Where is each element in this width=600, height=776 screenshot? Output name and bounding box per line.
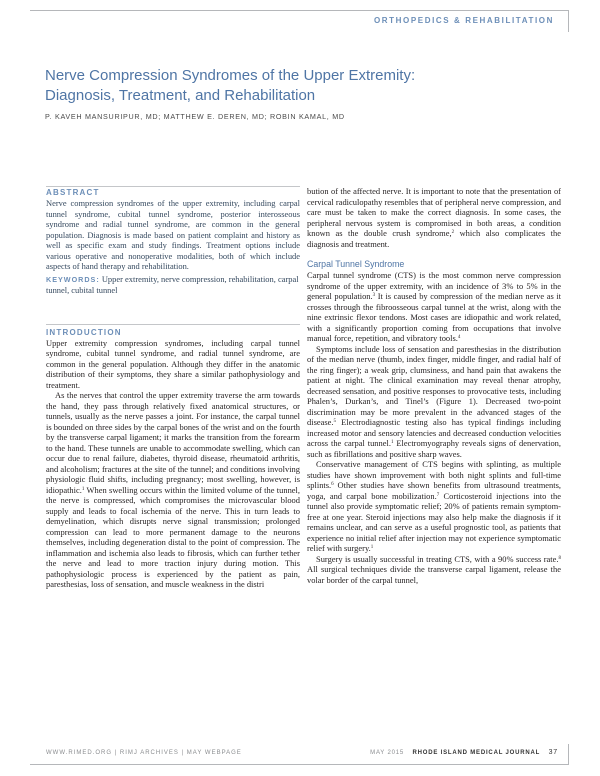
abstract-heading: ABSTRACT: [46, 188, 100, 197]
header-rule: [30, 10, 569, 32]
intro-p2-text-a: As the nerves that control the upper extremity traverse the arm towards the hand, they pass through relatively fixed anatomical structures, or tunnels, usually as the nerve passes a joint. For instance, the carpal tunnel is bounded on three sides by the carpal bones of the wrist and on the fourth by the transverse carpal ligament; it marks the transition from the forearm to the hand. These tunnels are unable to accommodate swelling, which can occur due to renal failure, diabetes, thyroid disease, rheumatoid arthritis, and alcoholism; fractures at the site of the tunnel; and conditions involving physiologic fluid shifts, including pregnancy; most swelling, however, is idiopathic.: [46, 390, 300, 495]
page-number: 37: [548, 749, 558, 756]
intro-p2-text-b: When swelling occurs within the limited volume of the tunnel, the nerve is compressed, which compromises the microvascular blood supply and leads to focal ischemia of the nerve. This in turn leads to demyelination, which disrupts nerve signal transmission; prolonged compression can lead to more permanent damage to the neurons themselves, including degeneration distal to the point of compression. The inflammation and ischemia also leads to fibrosis, which can further tether the nerve and lead to more traction injury during motion. This pathophysiologic process is experienced by the patient as pain, paresthesias, loss of sensation, and muscle weakness in the distri: [46, 484, 300, 589]
cts-p2-text-c: Electromyography reveals signs of denervation, such as fibrillations and positive sharp waves.: [307, 438, 561, 459]
journal-name: RHODE ISLAND MEDICAL JOURNAL: [412, 750, 541, 756]
continuation-text-b: which also complicates the diagnosis and treatment.: [307, 228, 561, 249]
footer-issue: [370, 749, 558, 756]
author-list: P. KAVEH MANSURIPUR, MD; MATTHEW E. DEREN, MD; ROBIN KAMAL, MD: [45, 112, 345, 121]
intro-paragraph-2: [46, 390, 300, 590]
cts-p2-text-a: Symptoms include loss of sensation and paresthesias in the distribution of the median nerve (thumb, index finger, middle finger, and radial half of the ring finger); a weak grip, clumsiness, and hand pain that awakens the patient at night. The clinical examination may reveal thenar atrophy, decreased sensation, and positive responses to provocative tests, including Phalen’s, Durkan’s, and Tinel’s (Figure 1). Decreased two-point discrimination may be more prevalent in the advanced stages of the disease.: [307, 343, 561, 427]
cts-paragraph-2: [307, 344, 561, 460]
section-label: ORTHOPEDICS & REHABILITATION: [373, 16, 554, 25]
citation: 1: [370, 545, 374, 550]
citation: 4: [457, 335, 461, 340]
cts-p3-text-a: Conservative management of CTS begins with splinting, as multiple studies have shown improvement with both night splints and full-time splints.: [307, 459, 561, 490]
right-column: [307, 186, 561, 585]
keywords-label: KEYWORDS:: [46, 274, 100, 284]
footer-rule: [30, 744, 569, 765]
cts-p3-text-c: Corticosteroid injections into the tunnel also provide symptomatic relief; 20% of patients remain symptom-free at one year. Steroid injections may also help make the diagnosis if it remains unclear, and can serve as a useful prognostic tool, as patients that experience no initial relief after injection may not experience symptomatic relief with surgery.: [307, 490, 561, 553]
cts-p1-text-a: Carpal tunnel syndrome (CTS) is the most common nerve compression syndrome of the upper extremity, with an incidence of 3% to 5% in the general population.: [307, 270, 561, 301]
citation: 6: [331, 482, 334, 487]
abstract-section: [46, 186, 300, 296]
cts-p3-text-b: Other studies have shown benefits from ultrasound treatments, yoga, and carpal bone mobilization.: [307, 480, 561, 501]
footer-links: WWW.RIMED.ORG | RIMJ ARCHIVES | MAY WEBPAGE: [46, 750, 242, 756]
issue-date: MAY 2015: [370, 750, 405, 756]
citation: 3: [372, 293, 376, 298]
citation: 7: [436, 492, 440, 498]
citation: 2: [451, 230, 455, 235]
cts-paragraph-3: [307, 459, 561, 554]
intro-paragraph-1: Upper extremity compression syndromes, including carpal tunnel syndrome, cubital tunnel syndrome, and radial tunnel syndrome, are common in the general population. Although they differ in the anatomic distribution of their symptoms, they share a similar pathophysiology and treatment.: [46, 337, 300, 390]
cts-p2-text-b: Electrodiagnostic testing also has typical findings including increased motor and sensory latencies and decreased conduction velocities across the carpal tunnel.: [307, 417, 561, 448]
article-title: [45, 66, 525, 106]
citation: 8: [558, 555, 561, 561]
keywords-text: Upper extremity, nerve compression, rehabilitation, carpal tunnel, cubital tunnel: [46, 273, 299, 295]
title-line-2: Diagnosis, Treatment, and Rehabilitation: [45, 87, 316, 104]
continuation-text-a: bution of the affected nerve. It is important to note that the presentation of cervical radiculopathy resembles that of peripheral nerve compression, and care must be taken to make the correct diagnosis. In some cases, the peripheral nervous system is compromised in both areas, a condition known as the double crush syndrome,: [307, 186, 561, 238]
citation: 1: [81, 486, 85, 492]
citation: 1: [390, 440, 394, 445]
cts-paragraph-1: [307, 270, 561, 344]
abstract-text: Nerve compression syndromes of the upper extremity, including carpal tunnel syndrome, cubital tunnel syndrome, posterior interosseous syndrome and radial tunnel syndrome, are common in the general population. Diagnosis is made based on patient complaint and history as well as specific exam and study findings. Treatment options include various operative and nonoperative modalities, both of which include aspects of hand therapy and rehabilitation.: [46, 198, 300, 271]
cts-paragraph-4: [307, 554, 561, 586]
cts-p1-text-b: It is caused by compression of the median nerve as it crosses through the fibroosseous carpal tunnel at the wrist, along with the nine extrinsic flexor tendons. Most cases are idiopathic and work related, with a significantly proportion coming from occupations that involve manual force, repetition, and vibratory tools.: [307, 291, 562, 343]
keywords: [46, 274, 300, 296]
left-column: [46, 186, 300, 590]
cts-p4-text-b: All surgical techniques divide the transverse carpal ligament, release the volar border of the carpal tunnel,: [307, 564, 561, 585]
continuation-paragraph: [307, 186, 561, 249]
cts-heading: Carpal Tunnel Syndrome: [307, 259, 405, 269]
cts-p4-text-a: Surgery is usually successful in treating CTS, with a 90% success rate.: [316, 553, 559, 564]
introduction-section: [46, 324, 300, 590]
introduction-heading: INTRODUCTION: [46, 327, 122, 337]
citation: 5: [333, 419, 336, 424]
title-line-1: Nerve Compression Syndromes of the Upper Extremity:: [45, 67, 416, 84]
